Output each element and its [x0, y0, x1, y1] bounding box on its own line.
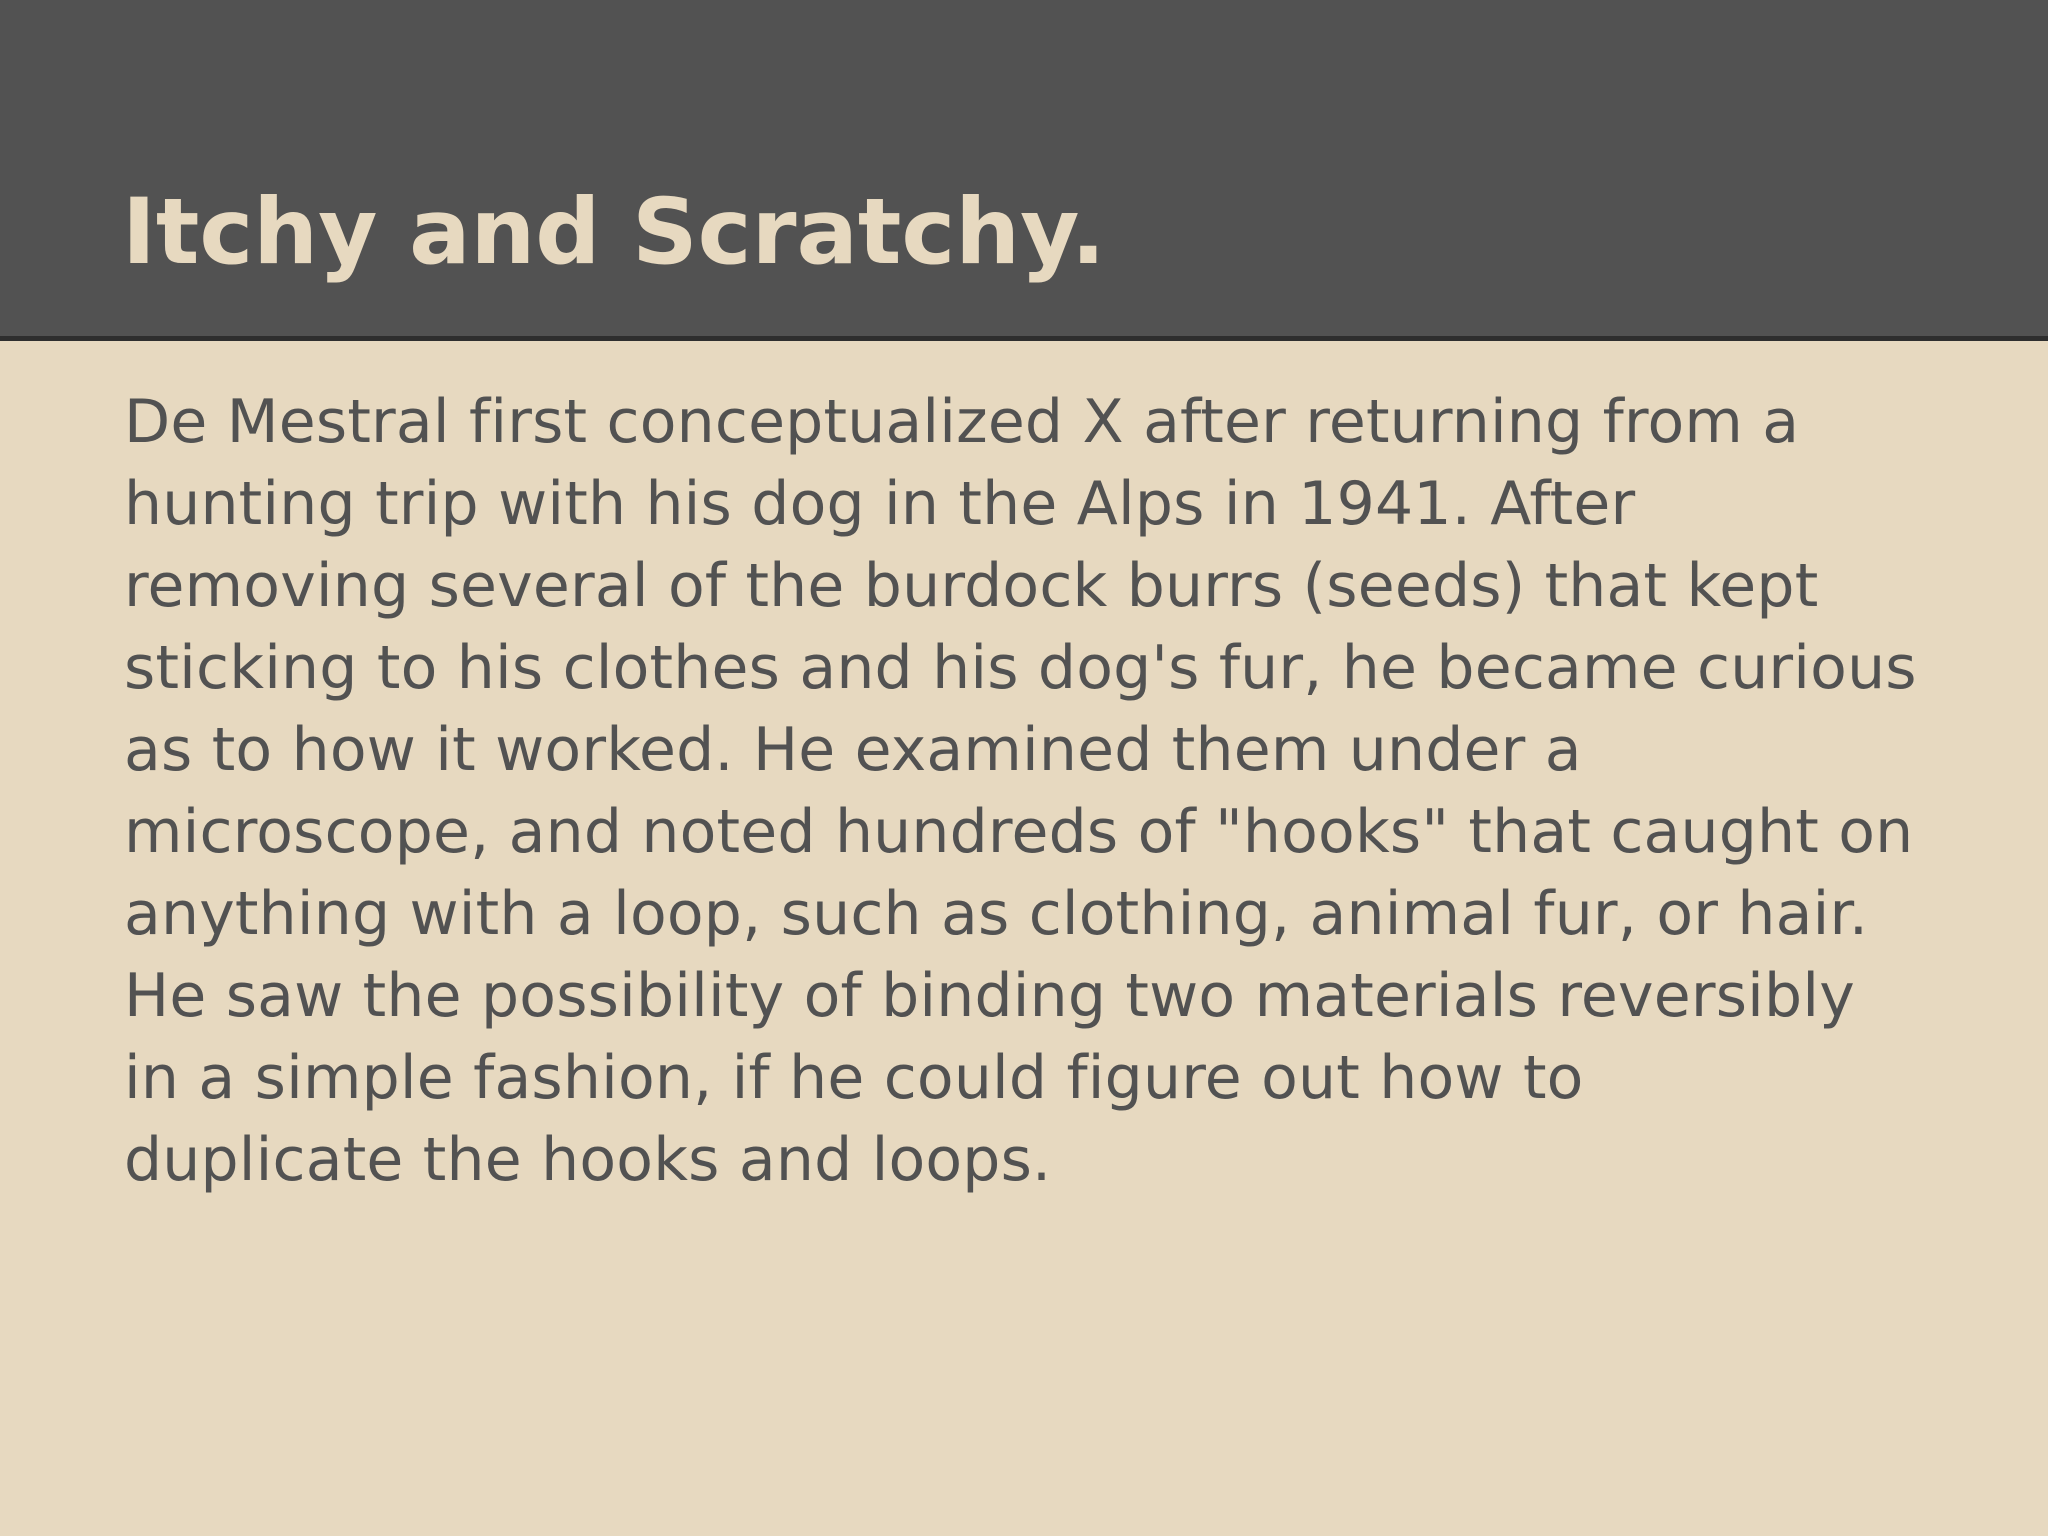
body-line: duplicate the hooks and loops.	[124, 1125, 1052, 1195]
slide-header	[0, 0, 2048, 341]
slide-body	[0, 341, 2048, 1536]
body-line: microscope, and noted hundreds of "hooks" that caught on	[124, 797, 1914, 867]
body-paragraph	[124, 381, 1917, 1201]
body-line: as to how it worked. He examined them under a	[124, 715, 1582, 785]
body-line: De Mestral first conceptualized X after returning from a	[124, 387, 1800, 457]
body-line: anything with a loop, such as clothing, animal fur, or hair.	[124, 879, 1869, 949]
body-line: removing several of the burdock burrs (seeds) that kept	[124, 551, 1819, 621]
slide-title: Itchy and Scratchy.	[122, 180, 1106, 285]
body-line: hunting trip with his dog in the Alps in 1941. After	[124, 469, 1636, 539]
body-line: in a simple fashion, if he could figure out how to	[124, 1043, 1584, 1113]
body-line: He saw the possibility of binding two materials reversibly	[124, 961, 1855, 1031]
body-line: sticking to his clothes and his dog's fur, he became curious	[124, 633, 1917, 703]
